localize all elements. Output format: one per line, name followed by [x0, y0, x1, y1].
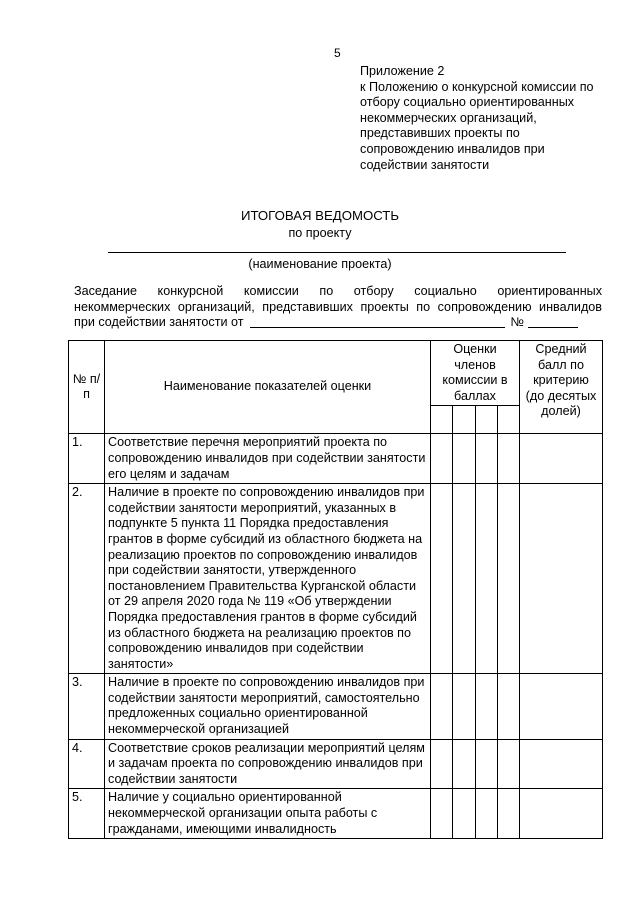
- table-row: [69, 739, 603, 789]
- word: социально: [414, 284, 477, 298]
- meeting-number-blank: [528, 315, 578, 328]
- row-number: 3.: [69, 674, 105, 739]
- average-cell: [520, 739, 603, 789]
- score-cell: [498, 739, 520, 789]
- score-cell: [476, 434, 498, 484]
- table-header-row: [69, 341, 603, 406]
- average-cell: [520, 674, 603, 739]
- meeting-line-3: [74, 315, 602, 331]
- row-indicator: Соответствие перечня мероприятий проекта по сопровождению инвалидов при содействии занятости его целям и задачам: [105, 434, 431, 484]
- score-cell: [453, 484, 476, 674]
- score-cell: [498, 434, 520, 484]
- score-cell: [476, 674, 498, 739]
- project-name-hint: (наименование проекта): [248, 257, 392, 271]
- row-number: 5.: [69, 789, 105, 839]
- score-cell: [498, 674, 520, 739]
- header-number: № п/п: [69, 341, 105, 434]
- score-cell: [453, 674, 476, 739]
- meeting-date-label: при содействии занятости от: [74, 315, 244, 330]
- appendix-line: к Положению о конкурсной комиссии по: [360, 79, 594, 94]
- meeting-date-blank: [250, 315, 505, 328]
- score-cell: [431, 789, 453, 839]
- header-indicator-name: Наименование показателей оценки: [105, 341, 431, 434]
- score-cell: [476, 789, 498, 839]
- row-number: 1.: [69, 434, 105, 484]
- evaluation-table: [68, 340, 603, 839]
- appendix-line: Приложение 2: [360, 64, 445, 78]
- score-cell: [498, 484, 520, 674]
- score-cell: [431, 434, 453, 484]
- table-row: [69, 484, 603, 674]
- appendix-line: отбору социально ориентированных: [360, 95, 575, 110]
- row-indicator: Наличие в проекте по сопровождению инвалидов при содействии занятости мероприятий, указанных в подпункте 5 пункта 11 Порядка предоставления грантов в форме субсидий из областного бюджета на реализацию проектов по сопровождению инвалидов при содействии занятости, утвержденного постановлением Правительства Курганской области от 29 апреля 2020 года № 119 «Об утверждении Порядка предоставления грантов в форме субсидий из областного бюджета на реализацию проектов по сопровождению инвалидов при содействии занятости»: [105, 484, 431, 674]
- appendix-line: сопровождению инвалидов при: [360, 141, 545, 156]
- table-row: [69, 674, 603, 739]
- row-number: 4.: [69, 739, 105, 789]
- word: конкурсной: [157, 284, 224, 298]
- appendix-line: содействии занятости: [360, 157, 490, 172]
- appendix-line: некоммерческих организаций,: [360, 110, 537, 125]
- row-indicator: Соответствие сроков реализации мероприятий целям и задачам проекта по сопровождению инвалидов при содействии занятости: [105, 739, 431, 789]
- row-number: 2.: [69, 484, 105, 674]
- page-number: 5: [334, 46, 341, 60]
- document-title: ИТОГОВАЯ ВЕДОМОСТЬ: [240, 208, 400, 223]
- row-indicator: Наличие у социально ориентированной некоммерческой организации опыта работы с гражданами, имеющими инвалидность: [105, 789, 431, 839]
- score-cell: [453, 434, 476, 484]
- average-cell: [520, 434, 603, 484]
- row-indicator: Наличие в проекте по сопровождению инвалидов при содействии занятости мероприятий, самостоятельно предложенных социально ориентированной некоммерческой организацией: [105, 674, 431, 739]
- project-name-blank-line: [108, 252, 566, 253]
- score-column-cell: [453, 406, 476, 434]
- score-cell: [431, 739, 453, 789]
- word: Заседание: [74, 284, 137, 298]
- score-column-cell: [431, 406, 453, 434]
- word: комиссии: [243, 284, 299, 298]
- word: отбору: [353, 284, 394, 298]
- appendix-header: [360, 64, 620, 173]
- score-cell: [476, 484, 498, 674]
- score-cell: [476, 739, 498, 789]
- score-column-cell: [476, 406, 498, 434]
- document-subtitle: по проекту: [288, 226, 352, 240]
- word: ориентированных: [497, 284, 602, 298]
- header-average-score: Средний балл по критерию (до десятых долей): [520, 341, 603, 434]
- table-row: [69, 434, 603, 484]
- meeting-paragraph: [74, 284, 602, 331]
- appendix-line: представивших проекты по: [360, 126, 520, 141]
- score-cell: [431, 674, 453, 739]
- average-cell: [520, 789, 603, 839]
- meeting-line-2: некоммерческих организаций, представивших проекты по сопровождению инвалидов: [74, 299, 602, 314]
- score-cell: [431, 484, 453, 674]
- meeting-line-1: [74, 284, 602, 300]
- score-column-cell: [498, 406, 520, 434]
- average-cell: [520, 484, 603, 674]
- word: по: [319, 284, 334, 298]
- score-cell: [453, 739, 476, 789]
- meeting-number-label: №: [510, 315, 525, 330]
- table-row: [69, 789, 603, 839]
- score-cell: [498, 789, 520, 839]
- score-cell: [453, 789, 476, 839]
- header-member-scores: Оценки членов комиссии в баллах: [431, 341, 520, 406]
